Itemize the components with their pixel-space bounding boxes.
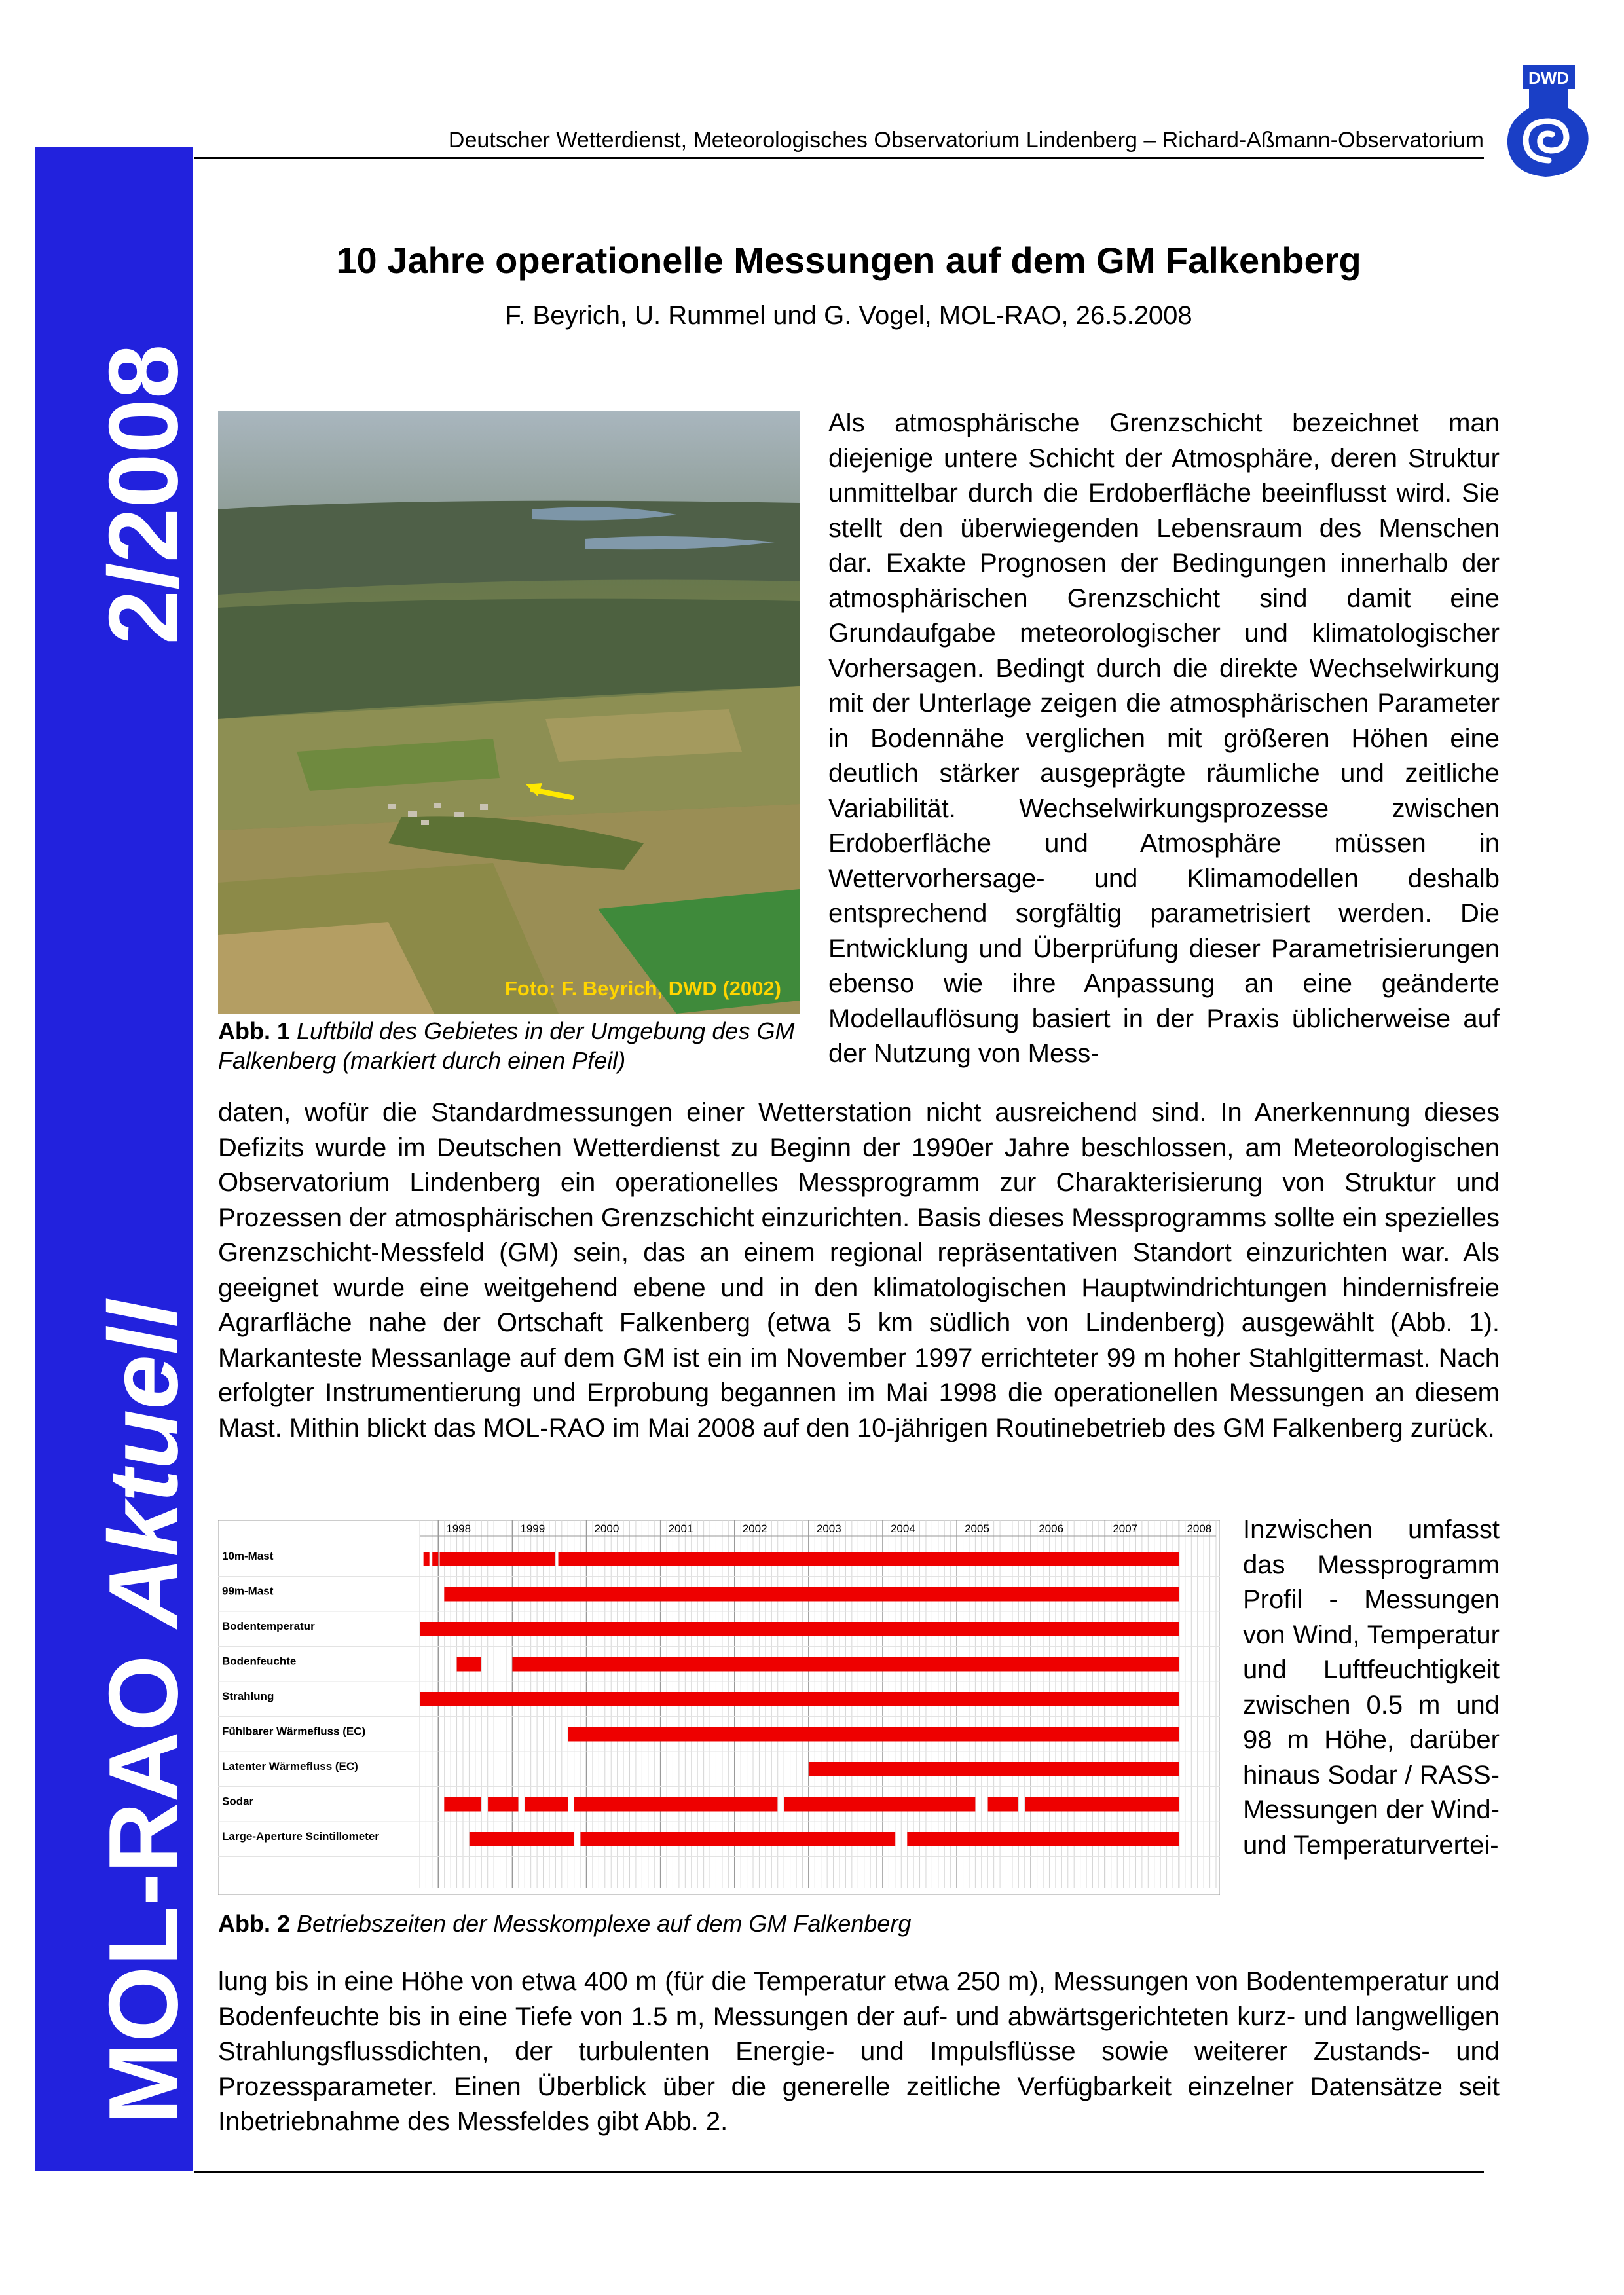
figure1-caption-text: Luftbild des Gebietes in der Umgebung des GM Falkenberg (markiert durch einen Pfeil) bbox=[218, 1018, 795, 1074]
aerial-landscape-image bbox=[218, 411, 800, 1014]
figure2-caption bbox=[218, 1909, 1200, 1938]
row-label: Bodenfeuchte bbox=[222, 1655, 297, 1668]
operating-period-bar bbox=[525, 1797, 568, 1812]
logo-text: DWD bbox=[1528, 68, 1570, 88]
footer-rule bbox=[194, 2171, 1484, 2173]
issue-number: 2/2008 bbox=[88, 344, 198, 645]
operating-period-bar bbox=[574, 1797, 777, 1812]
row-label: 99m-Mast bbox=[222, 1585, 274, 1598]
operating-period-bar bbox=[784, 1797, 976, 1812]
row-label: 10m-Mast bbox=[222, 1550, 274, 1562]
year-label: 2005 bbox=[965, 1522, 989, 1535]
operating-period-bar bbox=[432, 1552, 438, 1566]
operating-period-bar bbox=[420, 1692, 1179, 1706]
operating-period-bar bbox=[559, 1552, 1179, 1566]
operating-period-bar bbox=[470, 1832, 574, 1846]
operating-period-bar bbox=[568, 1727, 1179, 1742]
row-label: Fühlbarer Wärmefluss (EC) bbox=[222, 1725, 366, 1738]
series-title-part2: Aktuell bbox=[88, 1300, 198, 1628]
operating-period-bar bbox=[444, 1587, 1179, 1602]
row-label: Large-Aperture Scintillometer bbox=[222, 1830, 379, 1843]
year-label: 1999 bbox=[520, 1522, 545, 1535]
operating-period-bar bbox=[424, 1552, 430, 1566]
operating-period-bar bbox=[907, 1832, 1179, 1846]
row-label: Latenter Wärmefluss (EC) bbox=[222, 1760, 358, 1772]
year-label: 2003 bbox=[816, 1522, 841, 1535]
body-text-full-1: daten, wofür die Standardmessungen einer Wetterstation nicht ausreichend sind. In Anerkennung dieses Defizits wurde im Deutschen Wetterdienst zu Beginn der 1990er Jahre beschlossen, am Meteorologischen Observatorium Lindenberg ein operationelles Messprogramm zur Charakterisierung von Struktur und Prozessen der atmosphärischen Grenzschicht einzurichten. Basis dieses Messprogramms sollte ein spezielles Grenzschicht-Messfeld (GM) sein, das an einem regional repräsentativen Standort einzurichten war. Als geeignet wurde eine weitgehend ebene und in den klimatologischen Hauptwindrichtungen hindernisfreie Agrarfläche nahe der Ortschaft Falkenberg (etwa 5 km südlich von Lindenberg) ausgewählt (Abb. 1). Markanteste Messanlage auf dem GM ist ein im November 1997 errichteter 99 m hoher Stahlgittermast. Nach erfolgter Instrumentierung und Erprobung begannen im Mai 1998 die operationellen Messungen an diesem Mast. Mithin blickt das MOL-RAO im Mai 2008 auf den 10-jährigen Routinebetrieb des GM Falkenberg zurück. bbox=[218, 1098, 1500, 1442]
row-label: Sodar bbox=[222, 1795, 254, 1808]
figure2-caption-label: Abb. 2 bbox=[218, 1910, 291, 1937]
body-text-column-2: Inzwischen umfasst das Messprogramm Profil - Messungen von Wind, Temperatur und Luftfeuchtigkeit zwischen 0.5 m und 98 m Höhe, darüber hinaus Sodar / RASS-Messungen der Wind- und Temperaturvertei- bbox=[1243, 1515, 1500, 1860]
series-title-part1: MOL-RAO bbox=[88, 1627, 198, 2125]
series-title bbox=[87, 1300, 200, 2124]
operating-period-bar bbox=[988, 1797, 1018, 1812]
operating-period-bar bbox=[440, 1552, 555, 1566]
year-label: 2007 bbox=[1113, 1522, 1138, 1535]
year-label: 2002 bbox=[742, 1522, 767, 1535]
body-text-full-2: lung bis in eine Höhe von etwa 400 m (für die Temperatur etwa 250 m), Messungen von Bodentemperatur und Bodenfeuchte bis in eine Tiefe von 1.5 m, Messungen der auf- und abwärtsgerichteten kurz- und langwelligen Strahlungsflussdichten, der turbulenten Energie- und Impulsflüsse sowie weiterer Zustands- und Prozessparameter. Einen Überblick über die generelle zeitliche Verfügbarkeit einzelner Datensätze seit Inbetriebnahme des Messfeldes gibt Abb. 2. bbox=[218, 1967, 1500, 2136]
operating-period-bar bbox=[809, 1762, 1179, 1776]
year-label: 2000 bbox=[594, 1522, 619, 1535]
year-label: 2001 bbox=[668, 1522, 693, 1535]
operating-period-bar bbox=[457, 1657, 481, 1672]
operating-period-bar bbox=[420, 1622, 1179, 1636]
row-label: Bodentemperatur bbox=[222, 1620, 315, 1632]
article-title: 10 Jahre operationelle Messungen auf dem GM Falkenberg bbox=[336, 240, 1361, 281]
year-label: 2008 bbox=[1187, 1522, 1212, 1535]
body-text-column-1: Als atmosphärische Grenzschicht bezeichnet man diejenige untere Schicht der Atmosphäre, deren Struktur unmittelbar durch die Erdoberfläche beeinflusst wird. Sie stellt den überwiegenden Lebensraum des Menschen dar. Exakte Prognosen der Bedingungen innerhalb der atmosphärischen Grenzschicht sind damit eine Grundaufgabe meteorologischer und klimatologischer Vorhersagen. Bedingt durch die direkte Wechselwirkung mit der Unterlage zeigen die atmosphärischen Parameter in Bodennähe verglichen mit größeren Höhen eine deutlich stärker ausgeprägte räumliche und zeitliche Variabilität. Wechselwirkungsprozesse zwischen Erdoberfläche und Atmosphäre müssen in Wettervorhersage- und Klimamodellen deshalb entsprechend sorgfältig parametrisiert werden. Die Entwicklung und Überprüfung dieser Parametrisierungen ebenso wie ihre Anpassung an eine geänderte Modellauflösung basiert in der Praxis üblicherweise auf der Nutzung von Mess- bbox=[828, 409, 1500, 1068]
sidebar-banner bbox=[35, 147, 198, 2171]
institution-header: Deutscher Wetterdienst, Meteorologisches Observatorium Lindenberg – Richard-Aßmann-Observatorium bbox=[194, 128, 1484, 159]
operating-period-bar bbox=[444, 1797, 481, 1812]
row-label: Strahlung bbox=[222, 1690, 274, 1702]
year-label: 2004 bbox=[890, 1522, 915, 1535]
figure1-caption-label: Abb. 1 bbox=[218, 1018, 291, 1044]
figure1-caption bbox=[218, 1016, 807, 1075]
operating-period-bar bbox=[488, 1797, 518, 1812]
aerial-photo bbox=[218, 411, 800, 1014]
operating-times-chart bbox=[218, 1520, 1220, 1895]
operating-period-bar bbox=[1025, 1797, 1179, 1812]
operating-period-bar bbox=[580, 1832, 895, 1846]
article-authors: F. Beyrich, U. Rummel und G. Vogel, MOL-RAO, 26.5.2008 bbox=[505, 301, 1192, 330]
photo-credit: Foto: F. Beyrich, DWD (2002) bbox=[505, 977, 781, 1000]
year-label: 1998 bbox=[446, 1522, 471, 1535]
figure2-caption-text: Betriebszeiten der Messkomplexe auf dem GM Falkenberg bbox=[290, 1910, 912, 1937]
operating-period-bar bbox=[512, 1657, 1179, 1672]
dwd-logo-icon bbox=[1500, 62, 1598, 187]
year-label: 2006 bbox=[1039, 1522, 1064, 1535]
